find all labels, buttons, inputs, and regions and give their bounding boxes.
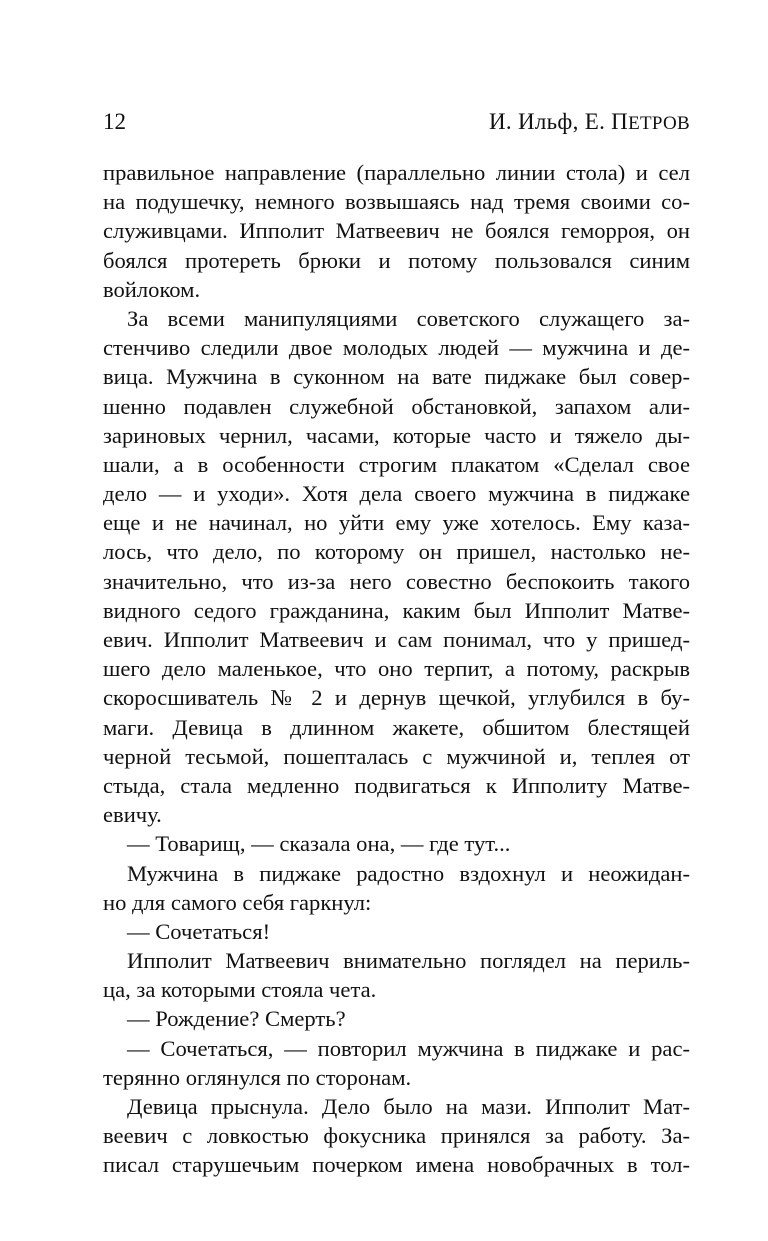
text-line: шего дело маленькое, что оно терпит, а потому, раскрыв <box>103 656 690 682</box>
text-line: — Товарищ, — сказала она, — где тут... <box>127 831 511 857</box>
text-line: черной тесьмой, пошепталась с мужчиной и, теплея от <box>103 743 690 769</box>
running-title: И. Ильф, Е. ПЕТРОВ <box>488 109 690 134</box>
text-line: евич. Ипполит Матвеевич и сам понимал, что у пришед- <box>103 627 690 652</box>
text-line: на подушечку, немного возвышаясь над тремя своими со- <box>103 189 690 215</box>
text-line: боялся протереть брюки и потому пользовался синим <box>103 247 690 273</box>
text-line: писал старушечьим почерком имена новобрачных в тол- <box>103 1152 690 1178</box>
text-line: скоросшиватель № 2 и дернув щечкой, углубился в бу- <box>103 685 690 711</box>
text-line: — Сочетаться, — повторил мужчина в пиджаке и рас- <box>127 1035 690 1061</box>
body-text <box>103 158 690 1180</box>
text-line: значительно, что из-за него совестно беспокоить такого <box>103 568 690 594</box>
text-line: зариновых чернил, часами, которые часто и тяжело ды- <box>103 422 690 448</box>
text-line: евичу. <box>103 802 162 828</box>
page-number: 12 <box>103 109 126 134</box>
text-line: войлоком. <box>103 276 201 302</box>
text-line: стыда, стала медленно подвигаться к Ипполиту Матве- <box>103 772 690 798</box>
text-line: Мужчина в пиджаке радостно вздохнул и неожидан- <box>127 860 690 886</box>
text-line: Девица прыснула. Дело было на мази. Ипполит Мат- <box>127 1094 690 1119</box>
text-line: ца, за которыми стояла чета. <box>103 977 377 1003</box>
text-line: правильное направление (параллельно линии стола) и сел <box>103 160 690 185</box>
text-line: шали, а в особенности строгим плакатом «Сделал свое <box>103 451 690 477</box>
text-line: шенно подавлен служебной обстановкой, запахом али- <box>103 393 690 419</box>
text-line: дело — и уходи». Хотя дела своего мужчина в пиджаке <box>103 481 690 507</box>
running-title-smallcaps: ЕТРОВ <box>628 113 690 134</box>
text-line: — Рождение? Смерть? <box>127 1006 346 1032</box>
text-line: но для самого себя гаркнул: <box>103 889 372 915</box>
text-line: — Сочетаться! <box>127 918 271 944</box>
text-line: терянно оглянулся по сторонам. <box>103 1064 412 1090</box>
text-line: веевич с ловкостью фокусника принялся за работу. За- <box>103 1123 690 1149</box>
text-line: стенчиво следили двое молодых людей — мужчина и де- <box>103 335 690 361</box>
text-line: видного седого гражданина, каким был Ипполит Матве- <box>103 597 690 623</box>
text-line: лось, что дело, по которому он пришел, настолько не- <box>103 539 690 565</box>
running-header <box>103 106 690 138</box>
text-line: За всеми манипуляциями советского служащего за- <box>127 305 690 331</box>
text-line: Ипполит Матвеевич внимательно поглядел на периль- <box>127 948 690 974</box>
text-line: еще и не начинал, но уйти ему уже хотелось. Ему каза- <box>103 510 690 536</box>
text-line: маги. Девица в длинном жакете, обшитом блестящей <box>103 714 690 740</box>
text-line: вица. Мужчина в суконном на вате пиджаке был совер- <box>103 364 690 390</box>
text-line: служивцами. Ипполит Матвеевич не боялся геморроя, он <box>103 218 690 244</box>
